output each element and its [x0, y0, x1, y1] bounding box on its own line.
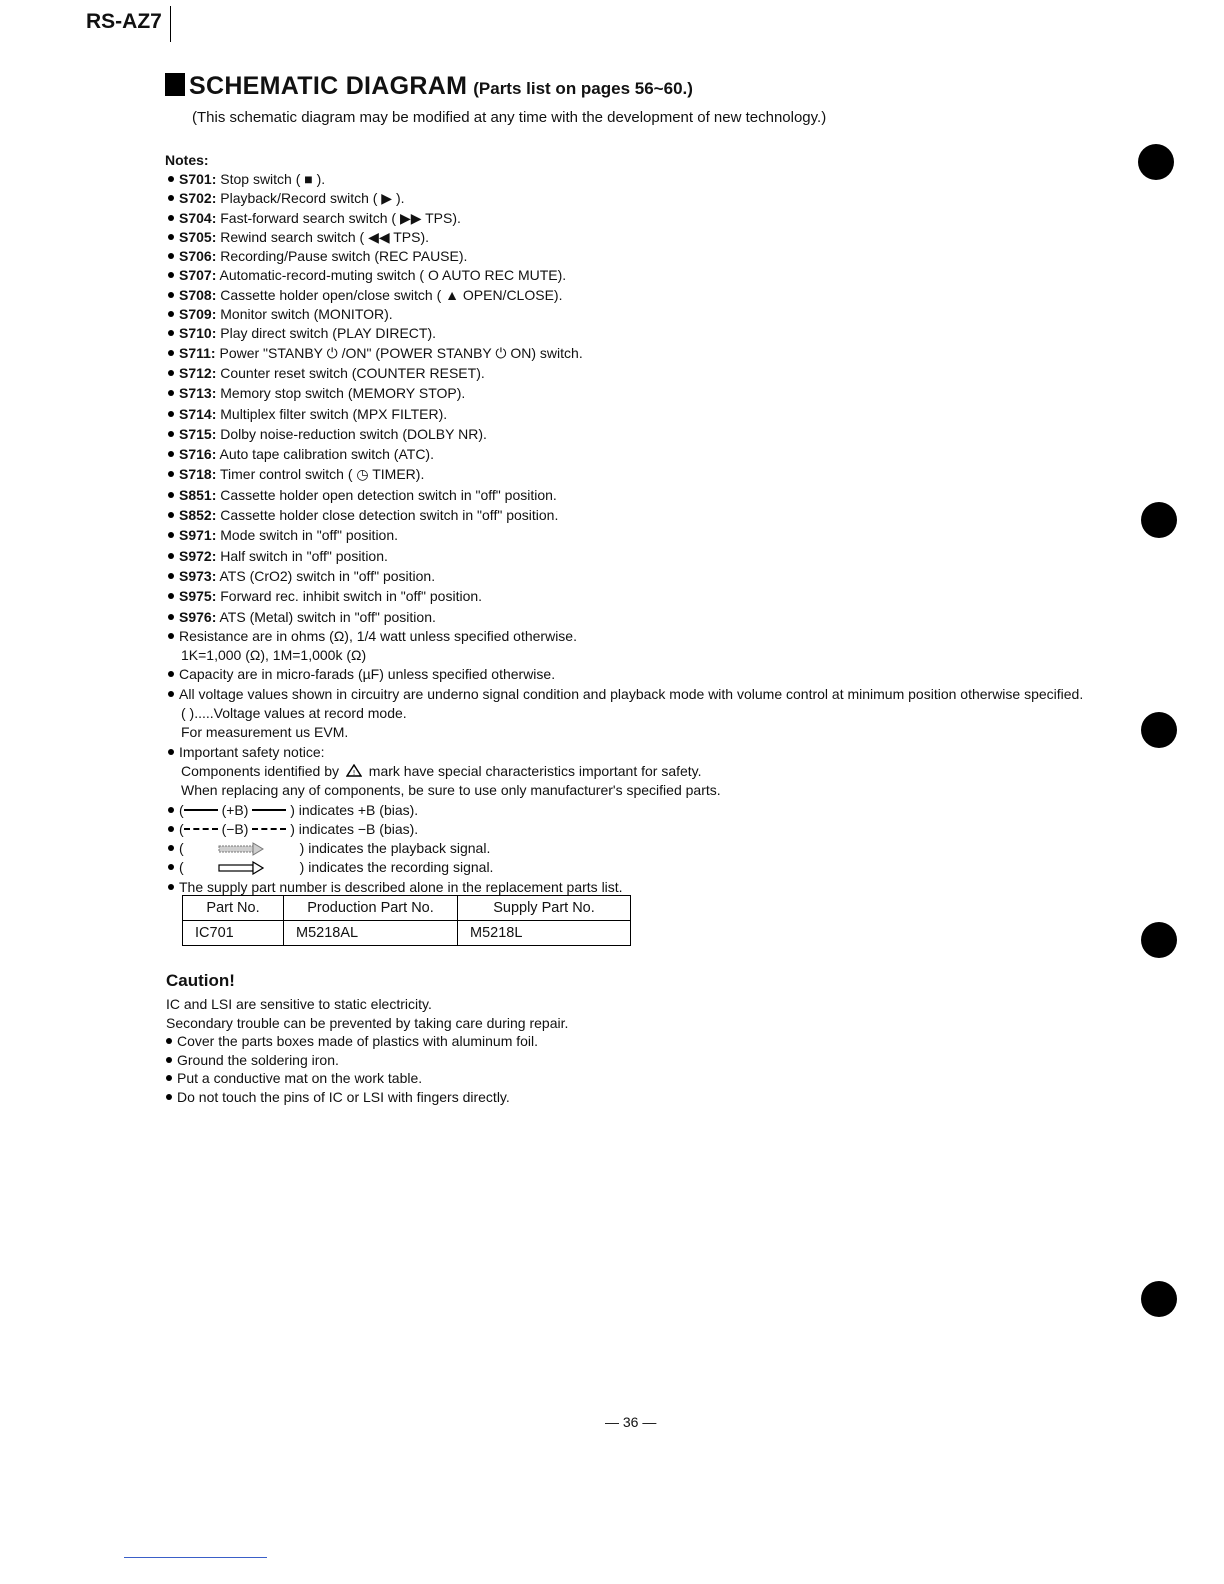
voltage-record-mode: ( ).....Voltage values at record mode. [181, 705, 407, 722]
caution-line: Secondary trouble can be prevented by taking care during repair. [166, 1014, 569, 1031]
bullet-icon [168, 492, 174, 498]
bias-negative-label: (−B) [221, 820, 249, 837]
switch-id: S702: [179, 190, 217, 207]
bullet-icon [168, 272, 174, 278]
switch-id: S975: [179, 588, 217, 605]
bullet-icon [166, 1057, 172, 1063]
caution-title: Caution! [166, 971, 235, 990]
supply-text: The supply part number is described alone in the replacement parts list. [179, 878, 623, 895]
note-resistance [168, 627, 1083, 666]
switch-desc: Stop switch ( ■ ). [220, 171, 326, 187]
caution-line: IC and LSI are sensitive to static electricity. [166, 996, 432, 1012]
page-title [165, 72, 693, 101]
bullet-icon [168, 593, 174, 599]
switch-desc: Dolby noise-reduction switch (DOLBY NR). [220, 425, 487, 442]
switch-desc: Rewind search switch ( ◀◀ TPS). [220, 228, 430, 245]
notes-list [168, 170, 1083, 897]
table-cell: M5218AL [284, 921, 458, 946]
bullet-icon [168, 614, 174, 620]
switch-id: S710: [179, 325, 217, 342]
footer-rule [124, 1557, 267, 1558]
note-s713 [168, 384, 1083, 403]
bullet-icon [168, 532, 174, 538]
note-playback-signal [168, 839, 1083, 858]
switch-desc: Recording/Pause switch (REC PAUSE). [220, 248, 468, 265]
open-paren: ( [179, 801, 184, 818]
note-s973 [168, 567, 1083, 586]
safety-line-1 [168, 762, 1083, 781]
note-s705 [168, 228, 1083, 247]
note-safety [168, 743, 1083, 801]
table-header: Part No. [183, 896, 284, 921]
switch-id: S711: [179, 344, 216, 361]
switch-desc: Cassette holder close detection switch in "off" position. [220, 507, 559, 524]
note-s707 [168, 266, 1083, 285]
switch-id: S707: [179, 267, 217, 284]
warning-triangle-icon [346, 764, 362, 777]
playback-arrow-icon [218, 842, 264, 856]
caution-item-text: Cover the parts boxes made of plastics with aluminum foil. [177, 1033, 539, 1049]
bullet-icon [168, 845, 174, 851]
punch-hole [1141, 922, 1177, 958]
safety-text-b: mark have special characteristics important for safety. [368, 762, 702, 779]
bullet-icon [168, 330, 174, 336]
open-paren: ( [179, 859, 184, 876]
model-number: RS-AZ7 [86, 10, 162, 33]
switch-id: S718: [179, 466, 217, 483]
bullet-icon [168, 253, 174, 259]
table-header: Production Part No. [284, 896, 458, 921]
switch-desc: Forward rec. inhibit switch in "off" position. [220, 588, 483, 605]
bias-negative-text: ) indicates −B (bias). [290, 820, 419, 837]
bullet-icon [168, 749, 174, 755]
switch-id: S709: [179, 306, 217, 323]
switch-desc: Mode switch in "off" position. [220, 527, 399, 544]
safety-text-a: Components identified by [181, 762, 339, 779]
switch-id: S714: [179, 405, 217, 422]
switch-id: S708: [179, 286, 217, 303]
bullet-icon [168, 864, 174, 870]
punch-hole [1138, 144, 1174, 180]
caution-item-text: Put a conductive mat on the work table. [177, 1070, 423, 1086]
switch-desc: Auto tape calibration switch (ATC). [219, 446, 434, 463]
svg-text:!: ! [352, 768, 356, 777]
bullet-icon [168, 234, 174, 240]
caution-item [166, 1069, 568, 1088]
bullet-icon [168, 633, 174, 639]
voltage-text: All voltage values shown in circuitry are underno signal condition and playback mode with volume control at minimum position otherwise specified. [179, 685, 1084, 702]
recording-arrow-icon [218, 861, 264, 875]
bullet-icon [166, 1075, 172, 1081]
switch-id: S713: [179, 385, 217, 402]
dashed-line-icon [252, 828, 286, 830]
bullet-icon [168, 471, 174, 477]
table-cell: M5218L [458, 921, 631, 946]
bullet-icon [168, 884, 174, 890]
recording-text: ) indicates the recording signal. [299, 859, 494, 876]
note-s708 [168, 286, 1083, 305]
resistance-text: Resistance are in ohms (Ω), 1/4 watt unless specified otherwise. [179, 627, 577, 644]
bias-positive-text: ) indicates +B (bias). [290, 801, 419, 818]
open-paren: ( [179, 840, 184, 857]
bullet-icon [168, 195, 174, 201]
note-voltage [168, 685, 1083, 743]
switch-id: S704: [179, 209, 217, 226]
bullet-icon [168, 292, 174, 298]
note-s715 [168, 425, 1083, 444]
switch-desc: Playback/Record switch ( ▶ ). [220, 190, 405, 207]
switch-desc: Play direct switch (PLAY DIRECT). [220, 325, 437, 342]
switch-desc: Multiplex filter switch (MPX FILTER). [220, 405, 448, 422]
switch-desc: Cassette holder open detection switch in "off" position. [220, 486, 557, 503]
header-divider [170, 6, 171, 42]
switch-desc: Fast-forward search switch ( ▶▶ TPS). [220, 209, 461, 226]
switch-id: S715: [179, 425, 217, 442]
title-parts-reference: (Parts list on pages 56~60.) [473, 79, 693, 98]
switch-id: S852: [179, 507, 217, 524]
switch-id: S976: [179, 608, 217, 625]
table-header-row [183, 896, 631, 921]
safety-line-2: When replacing any of components, be sure to use only manufacturer's specified parts. [181, 782, 721, 799]
dashed-line-icon [184, 828, 218, 830]
note-s975 [168, 587, 1083, 606]
parts-table [182, 895, 631, 946]
bullet-icon [168, 671, 174, 677]
switch-desc: Counter reset switch (COUNTER RESET). [220, 364, 485, 381]
bullet-icon [168, 411, 174, 417]
capacity-text: Capacity are in micro-farads (µF) unless specified otherwise. [179, 666, 556, 683]
switch-desc: Timer control switch ( ◷ TIMER). [220, 466, 425, 483]
switch-desc: Memory stop switch (MEMORY STOP). [220, 385, 466, 402]
note-bias-negative [168, 820, 1083, 839]
bullet-icon [168, 573, 174, 579]
note-capacity [168, 665, 1083, 684]
title-square-icon [165, 73, 185, 96]
bullet-icon [166, 1038, 172, 1044]
bullet-icon [168, 451, 174, 457]
bullet-icon [168, 826, 174, 832]
bullet-icon [168, 512, 174, 518]
switch-id: S972: [179, 547, 217, 564]
switch-id: S973: [179, 567, 217, 584]
note-s718 [168, 465, 1083, 484]
switch-desc: Monitor switch (MONITOR). [220, 306, 393, 323]
bullet-icon [168, 370, 174, 376]
switch-id: S716: [179, 446, 217, 463]
punch-hole [1141, 712, 1177, 748]
switch-id: S971: [179, 527, 217, 544]
punch-hole [1141, 1281, 1177, 1317]
note-s704 [168, 209, 1083, 228]
note-s714 [168, 405, 1083, 424]
bullet-icon [168, 691, 174, 697]
note-bias-positive [168, 801, 1083, 820]
switch-desc: ATS (Metal) switch in "off" position. [219, 608, 436, 625]
switch-desc: ATS (CrO2) switch in "off" position. [219, 567, 436, 584]
bullet-icon [168, 390, 174, 396]
solid-line-icon [252, 809, 286, 811]
note-s851 [168, 486, 1083, 505]
switch-id: S712: [179, 364, 217, 381]
note-s711 [168, 344, 1083, 363]
bias-positive-label: (+B) [221, 801, 249, 818]
note-s976 [168, 608, 1083, 627]
title-main: SCHEMATIC DIAGRAM [189, 72, 468, 100]
caution-item [166, 1032, 568, 1051]
bullet-icon [168, 350, 174, 356]
switch-desc: Power "STANBY ⏻ /ON" (POWER STANBY ⏻ ON) switch. [219, 344, 583, 361]
note-s852 [168, 506, 1083, 525]
caution-item-text: Ground the soldering iron. [177, 1051, 339, 1068]
note-s712 [168, 364, 1083, 383]
note-recording-signal [168, 858, 1083, 877]
note-s971 [168, 526, 1083, 545]
open-paren: ( [179, 820, 184, 837]
modification-note: (This schematic diagram may be modified at any time with the development of new technology.) [192, 109, 827, 126]
table-row [183, 921, 631, 946]
caution-item-text: Do not touch the pins of IC or LSI with fingers directly. [177, 1088, 510, 1105]
notes-label: Notes: [165, 152, 209, 168]
caution-item [166, 1051, 568, 1070]
note-s972 [168, 547, 1083, 566]
bullet-icon [168, 553, 174, 559]
note-s716 [168, 445, 1083, 464]
voltage-measurement: For measurement us EVM. [181, 724, 349, 741]
bullet-icon [168, 215, 174, 221]
resistance-subtext: 1K=1,000 (Ω), 1M=1,000k (Ω) [181, 647, 367, 664]
note-s710 [168, 324, 1083, 343]
switch-id: S706: [179, 248, 217, 265]
playback-text: ) indicates the playback signal. [299, 840, 491, 857]
bullet-icon [168, 807, 174, 813]
solid-line-icon [184, 809, 218, 811]
page-number: — 36 — [605, 1414, 657, 1430]
bullet-icon [168, 311, 174, 317]
caution-section [166, 995, 568, 1106]
switch-id: S701: [179, 171, 217, 187]
note-s702 [168, 189, 1083, 208]
switch-desc: Automatic-record-muting switch ( O AUTO REC MUTE). [219, 267, 567, 284]
bullet-icon [168, 431, 174, 437]
note-s701 [168, 170, 1083, 189]
bullet-icon [168, 176, 174, 182]
caution-item [166, 1088, 568, 1107]
punch-hole [1141, 502, 1177, 538]
note-s709 [168, 305, 1083, 324]
switch-desc: Cassette holder open/close switch ( ▲ OPEN/CLOSE). [220, 286, 563, 303]
switch-id: S705: [179, 228, 217, 245]
note-s706 [168, 247, 1083, 266]
table-header: Supply Part No. [458, 896, 631, 921]
switch-id: S851: [179, 486, 217, 503]
switch-desc: Half switch in "off" position. [220, 547, 388, 564]
safety-heading: Important safety notice: [179, 743, 325, 760]
table-cell: IC701 [183, 921, 284, 946]
bullet-icon [166, 1094, 172, 1100]
